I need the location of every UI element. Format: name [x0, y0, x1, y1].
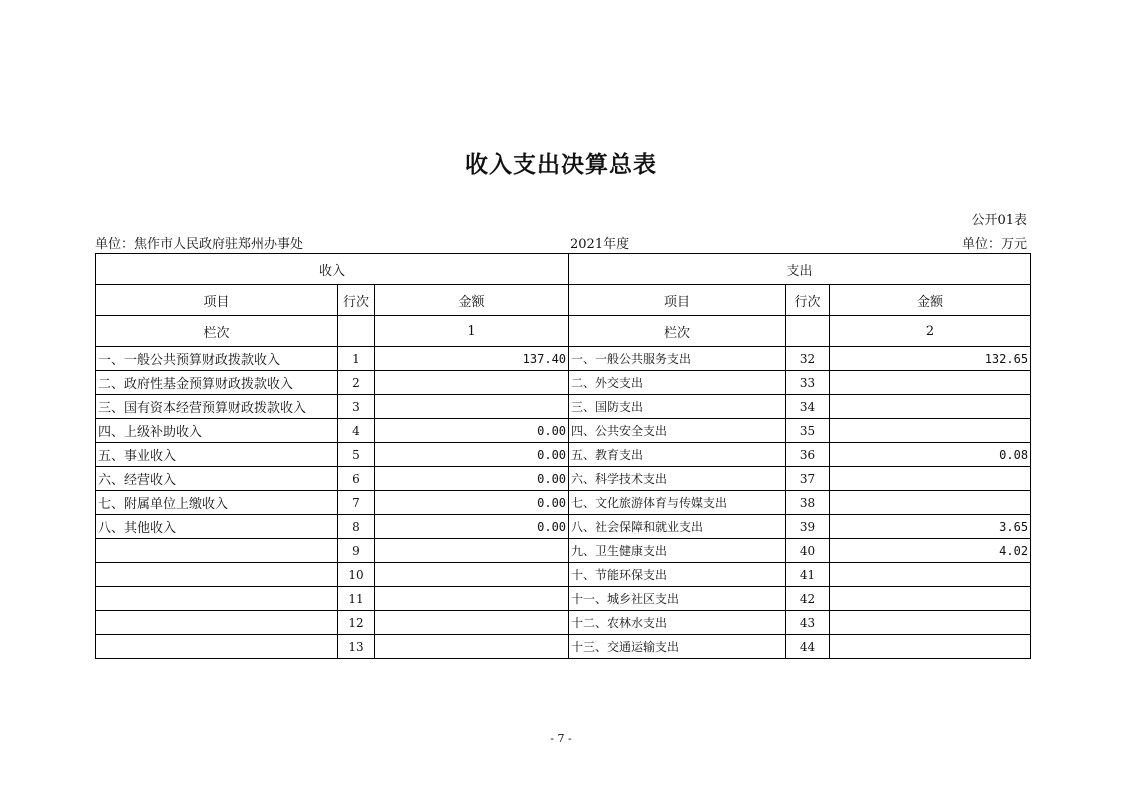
income-row-no: 9: [338, 539, 375, 563]
income-item: 四、上级补助收入: [96, 419, 338, 443]
expense-row-no-header: 行次: [786, 285, 830, 316]
fiscal-year: 2021年度: [570, 237, 630, 252]
table-row: [96, 491, 1031, 515]
expense-column-number: 2: [830, 316, 1031, 347]
expense-amount: [830, 371, 1031, 395]
income-amount: [375, 395, 569, 419]
expense-row-no: 42: [786, 587, 830, 611]
income-row-no: 10: [338, 563, 375, 587]
expense-row-no: 43: [786, 611, 830, 635]
empty-cell: [338, 316, 375, 347]
expense-item: 二、外交支出: [569, 371, 786, 395]
expense-item: 十三、交通运输支出: [569, 635, 786, 659]
expense-amount: [830, 611, 1031, 635]
expense-item: 九、卫生健康支出: [569, 539, 786, 563]
income-amount: 0.00: [375, 491, 569, 515]
empty-cell: [786, 316, 830, 347]
income-amount: [375, 635, 569, 659]
table-header-row: [96, 285, 1031, 316]
table-header-row: [96, 316, 1031, 347]
income-row-no: 3: [338, 395, 375, 419]
amount-unit: 单位：万元: [961, 237, 1027, 252]
income-item: 五、事业收入: [96, 443, 338, 467]
income-row-no: 6: [338, 467, 375, 491]
expense-amount: [830, 467, 1031, 491]
expense-row-no: 33: [786, 371, 830, 395]
income-row-no: 2: [338, 371, 375, 395]
income-row-no: 5: [338, 443, 375, 467]
expense-amount: 4.02: [830, 539, 1031, 563]
expense-item: 六、科学技术支出: [569, 467, 786, 491]
expense-row-no: 39: [786, 515, 830, 539]
income-item: 二、政府性基金预算财政拨款收入: [96, 371, 338, 395]
income-amount: [375, 539, 569, 563]
expense-item: 一、一般公共服务支出: [569, 347, 786, 371]
expense-row-no: 44: [786, 635, 830, 659]
table-row: [96, 539, 1031, 563]
income-amount: 0.00: [375, 467, 569, 491]
expense-item: 五、教育支出: [569, 443, 786, 467]
income-column-order: 栏次: [96, 316, 338, 347]
table-row: [96, 371, 1031, 395]
income-row-no: 13: [338, 635, 375, 659]
income-item: [96, 635, 338, 659]
income-amount: [375, 563, 569, 587]
income-item: [96, 563, 338, 587]
table-row: [96, 443, 1031, 467]
expense-amount: [830, 563, 1031, 587]
table-row: [96, 467, 1031, 491]
table-row: [96, 563, 1031, 587]
expense-amount: [830, 491, 1031, 515]
income-item: 八、其他收入: [96, 515, 338, 539]
income-row-no: 4: [338, 419, 375, 443]
income-row-no: 8: [338, 515, 375, 539]
income-item-header: 项目: [96, 285, 338, 316]
expense-row-no: 38: [786, 491, 830, 515]
income-item: 六、经营收入: [96, 467, 338, 491]
expense-row-no: 37: [786, 467, 830, 491]
expense-item: 八、社会保障和就业支出: [569, 515, 786, 539]
expense-amount: 3.65: [830, 515, 1031, 539]
expense-row-no: 41: [786, 563, 830, 587]
page-title: 收入支出决算总表: [465, 152, 657, 178]
table-row: [96, 635, 1031, 659]
table-row: [96, 587, 1031, 611]
expense-item: 四、公共安全支出: [569, 419, 786, 443]
income-amount: [375, 611, 569, 635]
income-header: 收入: [96, 254, 569, 285]
income-row-no: 7: [338, 491, 375, 515]
income-amount-header: 金额: [375, 285, 569, 316]
income-amount: 0.00: [375, 419, 569, 443]
expense-row-no: 35: [786, 419, 830, 443]
income-amount: 0.00: [375, 443, 569, 467]
expense-amount-header: 金额: [830, 285, 1031, 316]
expense-item: 十一、城乡社区支出: [569, 587, 786, 611]
expense-amount: 132.65: [830, 347, 1031, 371]
expense-row-no: 36: [786, 443, 830, 467]
expense-amount: [830, 419, 1031, 443]
form-code: 公开01表: [971, 213, 1027, 228]
income-row-no: 12: [338, 611, 375, 635]
table-row: [96, 395, 1031, 419]
income-item: [96, 611, 338, 635]
reporting-unit: 单位：焦作市人民政府驻郑州办事处: [95, 237, 304, 252]
expense-amount: [830, 635, 1031, 659]
income-row-no: 1: [338, 347, 375, 371]
table-row: [96, 347, 1031, 371]
expense-header: 支出: [569, 254, 1031, 285]
table-row: [96, 419, 1031, 443]
expense-row-no: 34: [786, 395, 830, 419]
table-row: [96, 515, 1031, 539]
income-expense-table: [95, 253, 1031, 659]
income-item: 一、一般公共预算财政拨款收入: [96, 347, 338, 371]
expense-item: 七、文化旅游体育与传媒支出: [569, 491, 786, 515]
expense-item-header: 项目: [569, 285, 786, 316]
income-row-no-header: 行次: [338, 285, 375, 316]
expense-amount: 0.08: [830, 443, 1031, 467]
table-header-row: [96, 254, 1031, 285]
income-amount: [375, 587, 569, 611]
income-column-number: 1: [375, 316, 569, 347]
income-amount: 0.00: [375, 515, 569, 539]
income-row-no: 11: [338, 587, 375, 611]
expense-row-no: 32: [786, 347, 830, 371]
income-amount: [375, 371, 569, 395]
expense-amount: [830, 587, 1031, 611]
expense-item: 十二、农林水支出: [569, 611, 786, 635]
expense-amount: [830, 395, 1031, 419]
income-item: 七、附属单位上缴收入: [96, 491, 338, 515]
expense-item: 三、国防支出: [569, 395, 786, 419]
income-amount: 137.40: [375, 347, 569, 371]
expense-column-order: 栏次: [569, 316, 786, 347]
page-number: - 7 -: [550, 732, 572, 745]
income-item: 三、国有资本经营预算财政拨款收入: [96, 395, 338, 419]
expense-row-no: 40: [786, 539, 830, 563]
table-row: [96, 611, 1031, 635]
income-item: [96, 587, 338, 611]
income-item: [96, 539, 338, 563]
expense-item: 十、节能环保支出: [569, 563, 786, 587]
